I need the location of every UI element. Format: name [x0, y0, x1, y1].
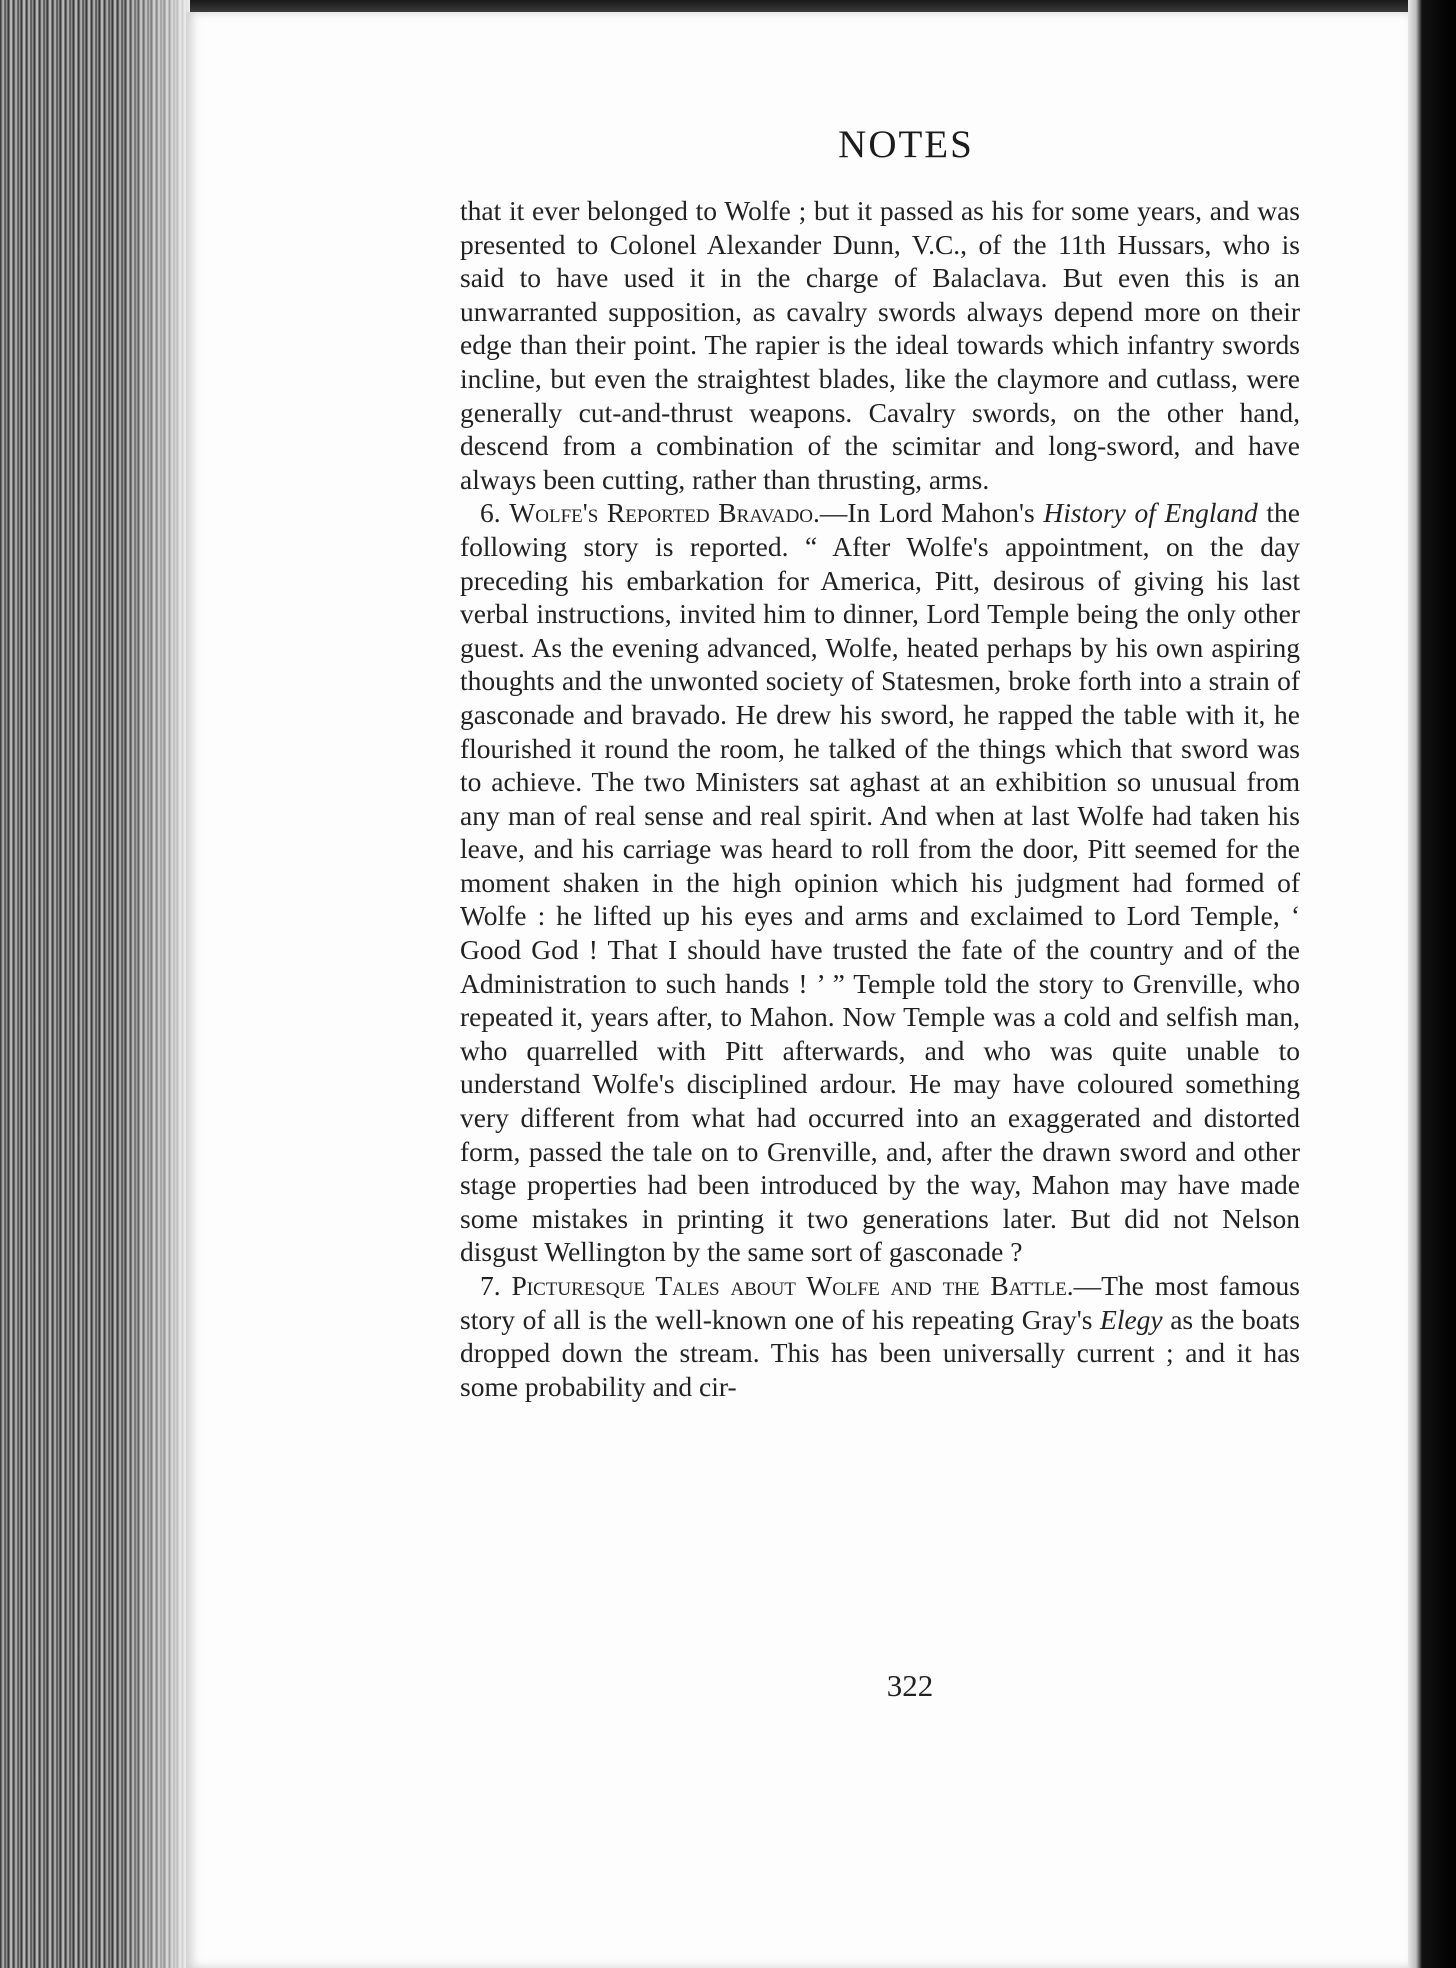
notes-body	[460, 194, 1300, 1403]
scan-right-border	[1408, 0, 1456, 1968]
note-7-poem-title: Elegy	[1100, 1303, 1163, 1335]
note-6-text-b: the following story is reported. “ After Wolfe's appointment, on the day preceding his embarkation for America, Pitt, desirous of giving his last verbal instructions, invited him to dinner, Lord Temple being the only other guest. As the evening advanced, Wolfe, heated perhaps by his own aspiring thoughts and the unwonted society of Statesmen, broke forth into a strain of gasconade and bravado. He drew his sword, he rapped the table with it, he flourished it round the room, he talked of the things which that sword was to achieve. The two Ministers sat aghast at an exhibition so unusual from any man of real sense and real spirit. And when at last Wolfe had taken his leave, and his carriage was heard to roll from the door, Pitt seemed for the moment shaken in the high opinion which his judgment had formed of Wolfe : he lifted up his eyes and arms and exclaimed to Lord Temple, ‘ Good God ! That I should have trusted the fate of the country and of the Administration to such hands ! ’ ” Temple told the story to Grenville, who repeated it, years after, to Mahon. Now Temple was a cold and selfish man, who quarrelled with Pitt afterwards, and who was quite unable to understand Wolfe's disciplined ardour. He may have coloured something very different from what had occurred into an exaggerated and distorted form, passed the tale on to Grenville, and, after the drawn sword and other stage properties had been introduced by the way, Mahon may have made some mistakes in printing it two generations later. But did not Nelson disgust Wellington by the same sort of gasconade ?	[460, 497, 1300, 1268]
note-7-dash: —	[1073, 1270, 1102, 1301]
note-7-number: 7.	[480, 1270, 501, 1301]
paragraph-continued: that it ever belonged to Wolfe ; but it passed as his for some years, and was presented to Colonel Alexander Dunn, V.C., of the 11th Hussars, who is said to have used it in the charge of Balaclava. But even this is an unwarranted supposition, as cavalry swords always depend more on their edge than their point. The rapier is the ideal towards which infantry swords incline, but even the straightest blades, like the claymore and cutlass, were generally cut-and-thrust weapons. Cavalry swords, on the other hand, descend from a combination of the scimitar and long-sword, and have always been cutting, rather than thrusting, arms.	[460, 195, 1300, 495]
note-6-dash: —	[819, 497, 848, 529]
note-6-number: 6.	[480, 497, 501, 529]
note-7	[460, 1269, 1300, 1403]
note-6-book-title: History of England	[1043, 497, 1258, 529]
note-7-text-b: as the boats dropped down the stream. This has been universally current ; and it has some probability and cir-	[460, 1303, 1300, 1402]
note-6	[460, 496, 1300, 1269]
note-7-heading: Picturesque Tales about Wolfe and the Battle.	[511, 1270, 1074, 1301]
page-gutter-shadow	[120, 0, 190, 1968]
note-7-text-a: The most famous story of all is the well-known one of his repeating Gray's	[460, 1270, 1300, 1335]
running-head: NOTES	[838, 123, 974, 166]
note-6-heading: Wolfe's Reported Bravado.	[509, 497, 820, 529]
scan-top-border	[0, 0, 1456, 12]
note-6-text-a: In Lord Mahon's	[847, 497, 1044, 529]
page-number: 322	[886, 1668, 934, 1703]
